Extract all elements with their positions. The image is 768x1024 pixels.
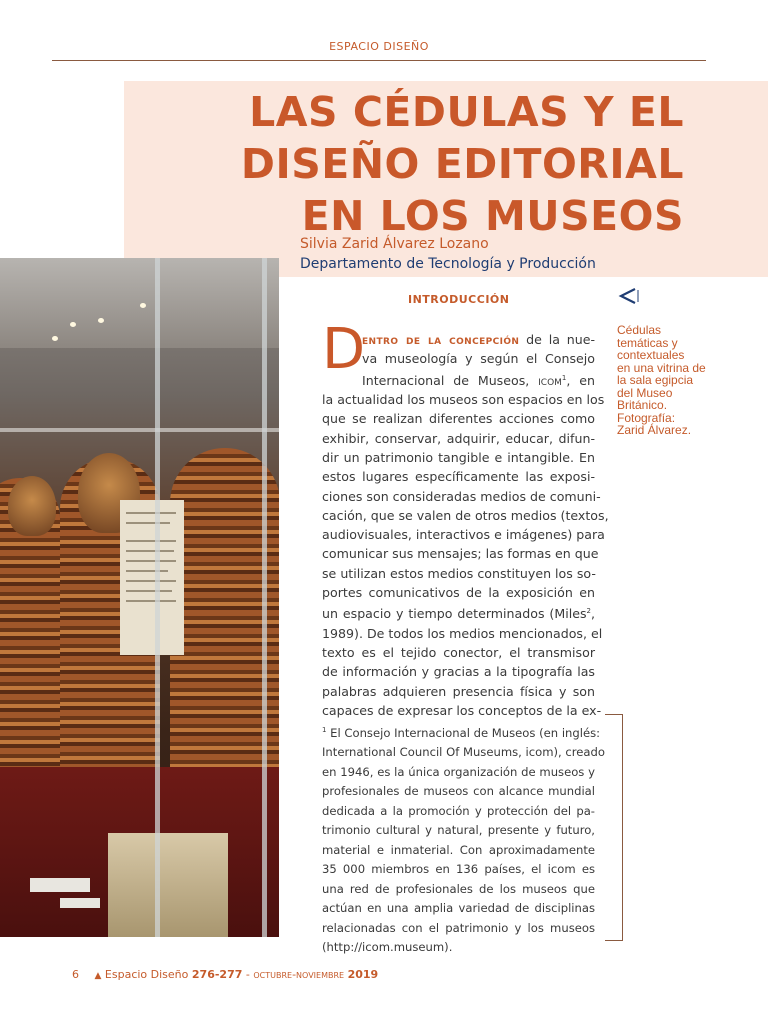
issue-number: 276-277 bbox=[191, 968, 243, 981]
caption-arrow-icon bbox=[617, 286, 641, 306]
footnote-frame bbox=[605, 714, 623, 941]
footnote-ref: 1 bbox=[561, 373, 567, 382]
body-line: palabras adquieren presencia física y son bbox=[322, 683, 595, 699]
body-line: que se realizan diferentes acciones como bbox=[322, 411, 595, 427]
title-line-2: DISEÑO EDITORIAL bbox=[240, 140, 684, 188]
museum-photo bbox=[0, 258, 279, 937]
footnote-line: profesionales de museos con alcance mundial bbox=[322, 784, 595, 799]
footnote-line: material e inmaterial. Con aproximadamente bbox=[322, 842, 595, 857]
body-line: la actualidad los museos son espacios en los bbox=[322, 392, 605, 408]
footnote-line: trimonio cultural y natural, presente y futuro, bbox=[322, 823, 595, 838]
body-line: audiovisuales, interactivos e imágenes) para bbox=[322, 527, 605, 543]
ceiling-light bbox=[98, 318, 104, 323]
footnote-line: una red de profesionales de los museos que bbox=[322, 881, 595, 896]
body-text bbox=[322, 330, 609, 720]
body-line: un espacio y tiempo determinados (Miles$^2$, bbox=[322, 606, 595, 622]
body-line: ciones son consideradas medios de comuni- bbox=[322, 488, 601, 504]
page-number: 6 bbox=[72, 968, 79, 981]
footnote-line: International Council Of Museums, icom), creado bbox=[322, 745, 605, 760]
article-title bbox=[241, 86, 684, 242]
body-line: texto es el tejido conector, el transmisor bbox=[322, 645, 595, 661]
ceiling-light bbox=[52, 336, 58, 341]
body-line: Internacional de Museos, icom$^1$, en bbox=[362, 372, 595, 388]
body-line: exhibir, conservar, adquirir, educar, difun- bbox=[322, 430, 595, 446]
author-department: Departamento de Tecnología y Producción bbox=[300, 256, 596, 272]
ceiling-light bbox=[70, 322, 76, 327]
footnote-line: en 1946, es la única organización de museos y bbox=[322, 764, 595, 779]
footnote-ref: 2 bbox=[586, 607, 591, 616]
author-name: Silvia Zarid Álvarez Lozano bbox=[300, 236, 489, 252]
footnote bbox=[322, 721, 605, 958]
byline bbox=[300, 234, 596, 274]
photo-ceiling bbox=[0, 258, 279, 348]
footnote-line: actúan en una amplia variedad de disciplinas bbox=[322, 901, 595, 916]
triangle-icon: ▲ bbox=[94, 971, 102, 981]
glass-frame bbox=[155, 258, 160, 937]
footnote-line: 35 000 miembros en 136 países, el icom es bbox=[322, 862, 595, 877]
body-line: capaces de expresar los conceptos de la ex- bbox=[322, 703, 602, 719]
footnote-line: $^1$ El Consejo Internacional de Museos (en inglés: bbox=[322, 725, 601, 740]
body-line: comunicar sus mensajes; las formas en que bbox=[322, 546, 599, 562]
title-line-3: EN LOS MUSEOS bbox=[301, 192, 684, 240]
icom-abbr: icom bbox=[538, 372, 562, 388]
section-label: ESPACIO DISEÑO bbox=[329, 40, 429, 53]
body-line: estos lugares específicamente las exposi- bbox=[322, 469, 595, 485]
ceiling-light bbox=[140, 303, 146, 308]
footnote-line: dedicada a la promoción y protección del pa- bbox=[322, 803, 595, 818]
title-line-1: LAS CÉDULAS Y EL bbox=[249, 88, 684, 136]
glass-frame bbox=[262, 258, 267, 937]
vitrine-edge bbox=[0, 428, 279, 432]
magazine-name: Espacio Diseño bbox=[104, 968, 189, 981]
body-line: va museología y según el Consejo bbox=[362, 351, 595, 367]
body-line: dir un patrimonio tangible e intangible. En bbox=[322, 449, 595, 465]
footnote-line: (http://icom.museum). bbox=[322, 940, 453, 955]
body-line: se utilizan estos medios constituyen los so- bbox=[322, 565, 596, 581]
footnote-line: relacionadas con el patrimonio y los museos bbox=[322, 920, 595, 935]
issue-period: octubre-noviembre bbox=[253, 968, 345, 981]
header-rule bbox=[52, 60, 706, 61]
drop-cap: D bbox=[322, 317, 366, 382]
body-line: cación, que se valen de otros medios (textos, bbox=[322, 507, 609, 523]
body-line: entro de la concepción de la nue- bbox=[362, 332, 595, 347]
body-line: 1989). De todos los medios mencionados, el bbox=[322, 625, 603, 641]
label-plate bbox=[60, 898, 100, 908]
photo-caption: Cédulas temáticas y contextuales en una vitrina de la sala egipcia del Museo Británico. Fotografía: Zarid Álvarez. bbox=[617, 323, 706, 437]
canopic-chest bbox=[108, 833, 228, 937]
page-footer: 6 ▲ Espacio Diseño 276-277 - octubre-noviembre 2019 bbox=[72, 968, 379, 981]
footnote-marker: 1 bbox=[322, 726, 327, 734]
museum-label-panel bbox=[120, 500, 184, 655]
body-line: de información y gracias a la tipografía las bbox=[322, 664, 595, 680]
section-heading: INTRODUCCIÓN bbox=[408, 293, 510, 306]
issue-year: 2019 bbox=[347, 968, 379, 981]
body-line: portes comunicativos de la exposición en bbox=[322, 585, 595, 601]
coffin-mask bbox=[8, 476, 56, 536]
lead-in: entro de la concepción bbox=[362, 332, 520, 347]
label-plate bbox=[30, 878, 90, 892]
